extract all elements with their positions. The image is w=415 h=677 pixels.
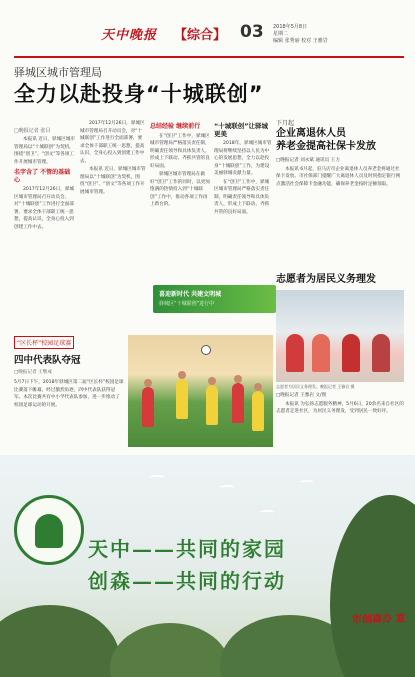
- pension-article: [276, 118, 404, 262]
- main-paragraph: 在“创卫”工作中，驿城区城市管理局严格落实责任制，明确责任领导和具体负责人，形成上下联动、齐抓共管的良好局面。: [150, 133, 210, 169]
- volunteer-figure: [372, 334, 390, 372]
- main-subheading: 名字含了 不管的基础心: [14, 169, 71, 184]
- football-photo: [128, 335, 273, 447]
- newspaper-logo: 天中晚报: [101, 28, 158, 43]
- main-paragraph: 2017年12月26日，驿城区城市管理局召开动员会，对“十城联创”工作进行全面部署，要求全体干部职工统一思想，提高认识，全身心投入到创建工作中去。: [80, 121, 145, 164]
- date-line: [273, 24, 328, 45]
- ad-slogan-2: 创森——共同的行动: [88, 569, 286, 593]
- main-paragraph: 在“创卫”工作中，驿城区城市管理局严格落实责任制，明确责任领导和具体负责人，形成上下联动、齐抓共管的良好局面。: [214, 179, 270, 215]
- main-column-1: [14, 136, 76, 326]
- main-column-4: [214, 120, 272, 280]
- volunteer-photo: [276, 290, 404, 382]
- main-paragraph: 本报讯 近日，驿城区城市管理局以“十城联创”为契机，围绕“创卫”、“创文”等各项工作开展城市管理。: [80, 167, 146, 195]
- forest-city-ad: [0, 455, 415, 677]
- volunteer-figure: [342, 334, 360, 372]
- main-subheading: “十城联创”让驿城更美: [214, 122, 269, 138]
- banner-line-2: 驿城区“十城联创”进行中: [159, 301, 215, 307]
- main-subheading: 总结经验 继续前行: [150, 123, 201, 130]
- pension-body: [276, 157, 404, 262]
- main-paragraph: 驿城区城市管理局在做好“创卫”工作的同时，以更加饱满的热情投入到“十城联创”工作中，推动各项工作再上新台阶。: [150, 172, 210, 207]
- egret-icon: [150, 475, 164, 480]
- main-kicker: 驿城区城市管理局: [14, 66, 102, 79]
- pension-title-2: 养老金提高社保卡发放: [276, 141, 376, 152]
- sports-title: 四中代表队夺冠: [14, 355, 81, 366]
- player-figure: [206, 385, 218, 425]
- editor-line: 编辑 张秀丽 校对 王雅岩: [273, 38, 328, 44]
- main-column-2: [80, 120, 146, 325]
- football-icon: [201, 345, 211, 355]
- main-paragraph: 2018年，驿城区城市管理局将继续坚持以人民为中心的发展思想，全力以赴投身“十城联创”工作，为建设美丽驿城贡献力量。: [214, 141, 272, 176]
- egret-icon: [300, 480, 314, 485]
- masthead-rule: [14, 56, 404, 58]
- issue-weekday: 星期二: [273, 31, 289, 37]
- pension-paragraph: 本报讯 6月起，驻马店市企业离退休人员养老金将通过社保卡发放。市社保部门提醒广大离退休人员及时到指定银行网点激活社会保障卡金融功能，确保养老金按时足额领取。: [276, 166, 401, 187]
- player-figure: [142, 387, 154, 427]
- sports-paragraph: 5月7日下午，2018年驿城区第二届“区长杯”校园足球比赛落下帷幕，经过激烈角逐，四中代表队获得冠军。本次比赛共有中小学代表队参加，进一步推动了校园足球运动的开展。: [14, 380, 124, 408]
- player-figure: [252, 391, 264, 431]
- tree-shape: [110, 623, 230, 677]
- tree-shape: [330, 495, 415, 677]
- issue-date: 2018年5月8日: [273, 24, 308, 30]
- sports-article: [14, 330, 124, 450]
- main-column-3: [150, 120, 210, 280]
- volunteer-body: [276, 392, 404, 447]
- volunteer-paragraph: 本报讯 为弘扬志愿服务精神，5月6日，20余名来自社区的志愿者走进社区，为居民义务理发，受到居民一致好评。: [276, 401, 404, 414]
- forest-city-emblem: [14, 495, 84, 565]
- ad-slogan-1: 天中——共同的家园: [88, 537, 286, 561]
- volunteer-figure: [286, 334, 304, 372]
- egret-icon: [220, 485, 234, 490]
- volunteer-caption: 志愿者为居民义务理发。晚报记者 王雅岩 摄: [276, 384, 355, 389]
- sports-byline: □晚报记者 王继成: [14, 370, 52, 375]
- main-paragraph: 2017年12月26日，驿城区城市管理局召开动员会，对“十城联创”工作进行全面部署，要求全体干部职工统一思想，提高认识，全身心投入到创建工作中去。: [14, 187, 74, 230]
- volunteer-heading: 志愿者为居民义务理发: [276, 274, 376, 285]
- player-figure: [232, 383, 244, 423]
- pension-title-1: 企业离退休人员: [276, 128, 346, 139]
- main-paragraph: 本报讯 近日，驿城区城市管理局以“十城联创”为契机，围绕“创卫”、“创文”等各项工作开展城市管理。: [14, 137, 75, 165]
- egret-icon: [260, 510, 274, 515]
- main-byline: □晚报记者 张目: [14, 128, 51, 134]
- sports-kicker: “区长杯”校园足球赛: [14, 336, 74, 349]
- pension-byline: □晚报记者 刘永斌 通讯员 王力: [276, 158, 340, 163]
- masthead: [14, 24, 404, 44]
- campaign-banner: [153, 285, 276, 313]
- pension-kicker: 下月起: [276, 120, 295, 127]
- page-number: 03: [240, 22, 264, 42]
- tree-shape: [0, 605, 120, 677]
- volunteer-byline: □晚报记者 王雅岩 文/图: [276, 393, 327, 398]
- banner-line-1: 喜迎新时代 共建文明城: [159, 291, 222, 298]
- ad-seal: 市创森办 宣: [351, 613, 406, 626]
- main-headline: 全力以赴投身“十城联创”: [14, 82, 264, 106]
- section-name: 【综合】: [174, 28, 227, 43]
- volunteer-figure: [312, 334, 330, 372]
- player-figure: [176, 379, 188, 419]
